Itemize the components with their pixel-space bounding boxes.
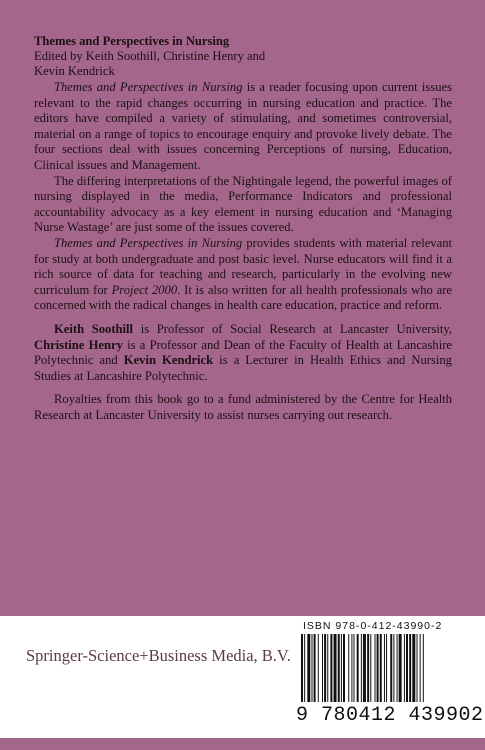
barcode-bar xyxy=(304,634,305,702)
paragraph-description xyxy=(34,80,452,174)
barcode-icon xyxy=(301,634,471,702)
author-name: Christine Henry xyxy=(34,337,123,352)
editors-line-1: Edited by Keith Soothill, Christine Henry and xyxy=(34,49,266,63)
barcode-bar xyxy=(301,634,303,702)
isbn-label: ISBN 978-0-412-43990-2 xyxy=(303,620,443,632)
author-text: is a Lecturer in Health Ethics and Nursing Studies at Lancashire Polytechnic. xyxy=(34,353,452,383)
italic-title: Themes and Perspectives in Nursing xyxy=(54,80,243,94)
publisher-name: Springer-Science+Business Media, B.V. xyxy=(26,646,291,665)
barcode-bar xyxy=(409,634,411,702)
paragraph-text: provides students with material relevant for study at both undergraduate and post basic level. Nurse educators will find it a rich source of data for teaching and research, particularly in the evolving new curriculum for xyxy=(34,235,452,297)
barcode-bar xyxy=(423,634,424,702)
barcode-bar xyxy=(420,634,421,702)
barcode-bar xyxy=(334,634,337,702)
barcode-bar xyxy=(330,634,332,702)
barcode-bar xyxy=(367,634,369,702)
barcode-bar xyxy=(351,634,352,702)
paragraph-authors xyxy=(34,322,452,384)
barcode-bar xyxy=(361,634,362,702)
barcode-bar xyxy=(312,634,313,702)
barcode-bar xyxy=(393,634,394,702)
italic-title: Themes and Perspectives in Nursing xyxy=(54,235,243,250)
barcode-bar xyxy=(322,634,323,702)
barcode-bar xyxy=(318,634,319,702)
author-name: Keith Soothill xyxy=(54,321,134,336)
book-title: Themes and Perspectives in Nursing xyxy=(34,34,230,48)
paragraph-royalties: Royalties from this book go to a fund administered by the Centre for Health Research at Lancaster University to assist nurses carrying out research. xyxy=(34,392,452,422)
barcode-bar xyxy=(357,634,359,702)
author-text: is Professor of Social Research at Lancaster University, xyxy=(133,321,452,336)
author-text: is a Professor and Dean of the Faculty of Health at Lancashire Polytechnic and xyxy=(34,337,452,368)
paragraph-issues: The differing interpretations of the Nightingale legend, the powerful images of nursing displayed in the media, Performance Indicators and professional accountability advocacy as a key element in nursing education and ‘Managing Nurse Wastage’ are just some of the issues covered. xyxy=(34,173,452,235)
barcode-bar xyxy=(386,634,387,702)
barcode-bar xyxy=(412,634,415,702)
barcode-bar xyxy=(354,634,355,702)
barcode-bar xyxy=(348,634,349,702)
author-name: Kevin Kendrick xyxy=(123,353,214,368)
barcode-bar xyxy=(343,634,345,702)
paragraph-text: is a reader focusing upon current issues relevant to the rapid changes occurring in nursing education and practice. The editors have compiled a variety of stimulating, and sometimes controversial, material on a range of topics to encourage enquiry and provoke lively debate. The four sections deal with issues concerning Perceptions of nursing, Education, Clinical issues and Management. xyxy=(34,80,452,172)
barcode-bar xyxy=(314,634,316,702)
barcode-bar xyxy=(338,634,340,702)
barcode-bar xyxy=(370,634,371,702)
paragraph-text: . It is also written for all health professionals who are concerned with the radical changes in health care education, practice and reform. xyxy=(34,282,453,313)
barcode-bar xyxy=(417,634,418,702)
barcode-bar xyxy=(406,634,408,702)
isbn-digits: 9 780412 439902 xyxy=(296,704,484,727)
barcode-bar xyxy=(341,634,342,702)
barcode-bar xyxy=(397,634,398,702)
paragraph-audience xyxy=(34,236,452,314)
barcode-bar xyxy=(327,634,328,702)
barcode-bar xyxy=(390,634,392,702)
barcode-bar xyxy=(324,634,326,702)
barcode-bar xyxy=(377,634,379,702)
barcode-bar xyxy=(375,634,376,702)
editors-line-2: Kevin Kendrick xyxy=(34,64,115,78)
barcode-bar xyxy=(399,634,402,702)
barcode-bar xyxy=(380,634,382,702)
barcode-bar xyxy=(363,634,366,702)
barcode-bar xyxy=(307,634,310,702)
barcode-bar xyxy=(404,634,405,702)
barcode-bar xyxy=(384,634,385,702)
blurb-text-block xyxy=(34,34,452,423)
italic-project: Project 2000 xyxy=(111,282,178,297)
